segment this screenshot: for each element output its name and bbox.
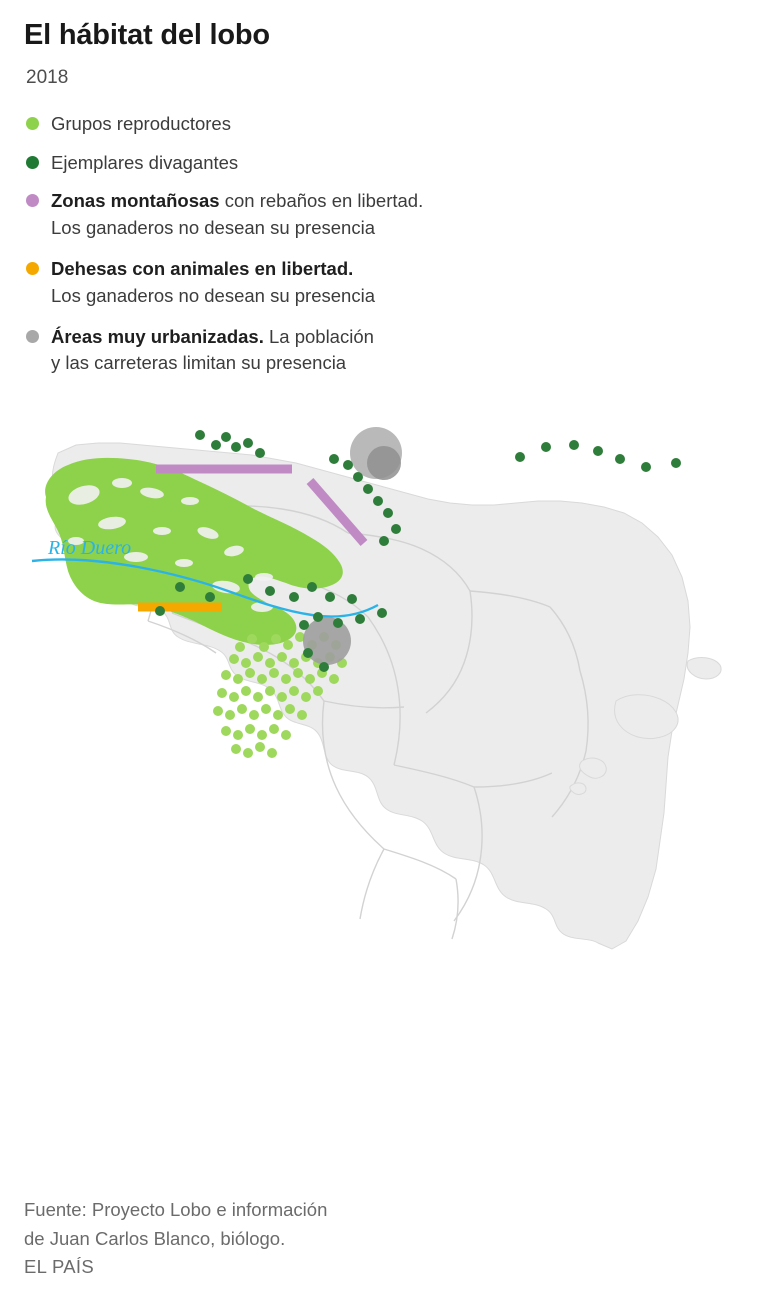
legend-item-breeding-groups xyxy=(26,111,744,138)
legend-item-strong: Zonas montañosas xyxy=(51,190,220,212)
spain-map-svg xyxy=(12,401,732,981)
legend-item-label xyxy=(51,111,231,138)
legend-item-text-secondary: Los ganaderos no desean su presencia xyxy=(51,284,375,306)
publisher-brand: EL PAÍS xyxy=(24,1256,94,1278)
legend-item-text: La población xyxy=(263,325,374,347)
page-title: El hábitat del lobo xyxy=(24,19,270,51)
source-line-1: Fuente: Proyecto Lobo e información xyxy=(24,1198,328,1220)
island-menorca xyxy=(687,658,721,679)
legend-dot-light-green xyxy=(26,117,39,130)
page-subtitle-year: 2018 xyxy=(26,66,69,88)
legend-item-mountain-zones xyxy=(26,188,744,242)
legend-item-strong: Dehesas con animales en libertad. xyxy=(51,258,354,280)
legend-item-dehesas xyxy=(26,256,744,310)
legend-dot-gray xyxy=(26,330,39,343)
legend-item-strong: Áreas muy urbanizadas. xyxy=(51,325,264,347)
legend-dot-purple xyxy=(26,194,39,207)
legend-item-label xyxy=(51,324,374,378)
legend-item-text: con rebaños en libertad. xyxy=(219,190,424,212)
legend-item-text-secondary: Los ganaderos no desean su presencia xyxy=(51,217,375,239)
source-note xyxy=(24,1196,327,1282)
map-container xyxy=(12,401,732,981)
legend-item-text: Ejemplares divagantes xyxy=(51,151,239,173)
legend xyxy=(26,111,744,378)
urban-blob-madrid xyxy=(303,617,351,665)
legend-item-urban-areas xyxy=(26,324,744,378)
legend-item-wandering-individuals xyxy=(26,150,744,177)
legend-item-text-secondary: y las carreteras limitan su presencia xyxy=(51,352,347,374)
infographic-page xyxy=(0,18,768,1308)
urban-blob-bilbao-core xyxy=(367,446,401,480)
legend-dot-orange xyxy=(26,262,39,275)
legend-item-text: Grupos reproductores xyxy=(51,112,231,134)
legend-item-label xyxy=(51,256,375,310)
legend-item-label xyxy=(51,188,423,242)
legend-dot-dark-green xyxy=(26,156,39,169)
legend-item-label xyxy=(51,150,238,177)
source-line-2: de Juan Carlos Blanco, biólogo. xyxy=(24,1227,286,1249)
river-label-duero: Río Duero xyxy=(48,537,132,560)
